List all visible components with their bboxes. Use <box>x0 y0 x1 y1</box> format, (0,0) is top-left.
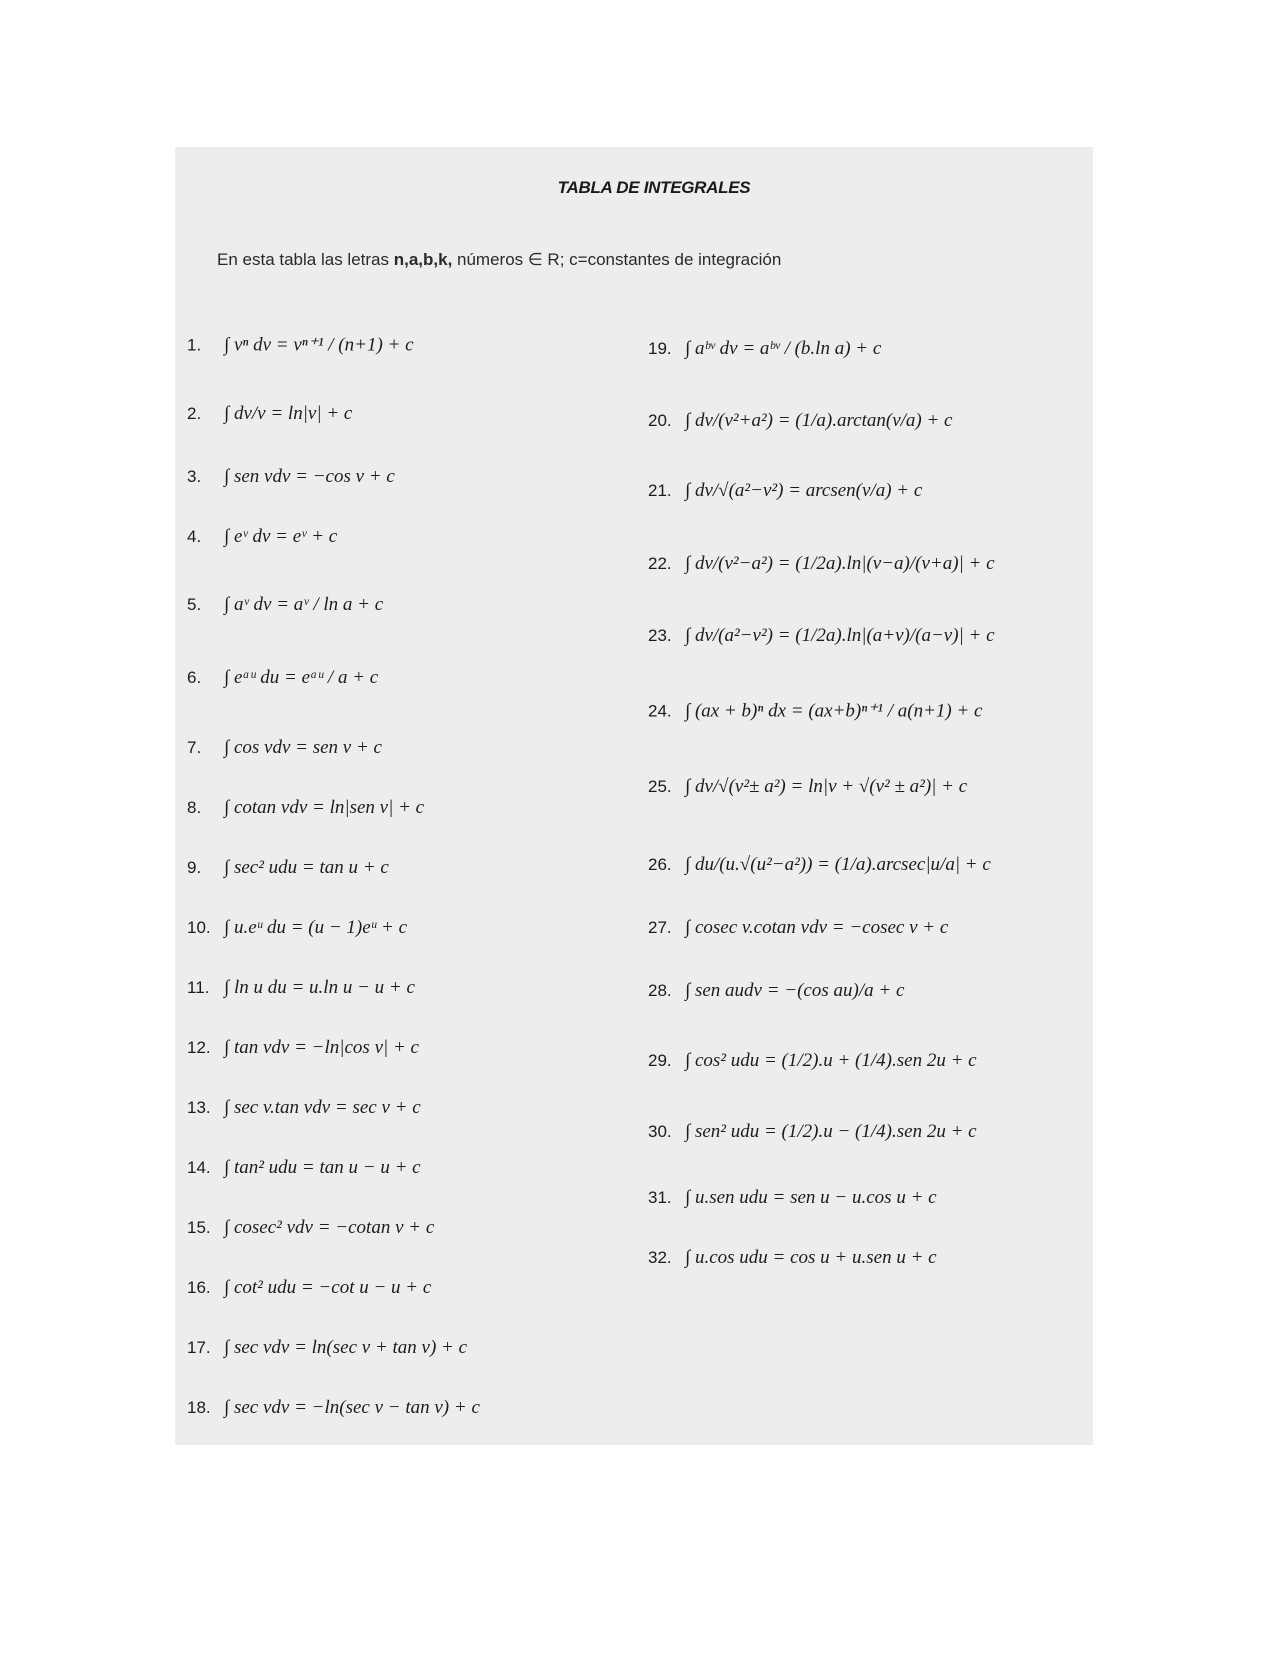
formula-number: 16. <box>187 1278 211 1297</box>
formula-number: 8. <box>187 798 202 817</box>
formula-row <box>187 737 382 759</box>
formula-row <box>187 857 389 879</box>
integral-table-page <box>175 147 1093 1445</box>
formula: ∫ (ax + b)ⁿ dx = (ax+b)ⁿ⁺¹ / a(n+1) + c <box>685 700 983 722</box>
formula-row <box>648 553 995 575</box>
formula: ∫ dv/√(a²−v²) = arcsen(v/a) + c <box>685 480 923 501</box>
subtitle-suffix: números ∈ R; c=constantes de integración <box>452 250 782 269</box>
formula-number: 2. <box>187 404 202 423</box>
formula: ∫ eᵃᵘ du = eᵃᵘ / a + c <box>224 667 379 688</box>
formula: ∫ dv/√(v²± a²) = ln|v + √(v² ± a²)| + c <box>685 776 968 797</box>
formula: ∫ u.eᵘ du = (u − 1)eᵘ + c <box>224 917 408 938</box>
formula-number: 19. <box>648 339 672 358</box>
formula-row <box>187 667 378 689</box>
formula-row <box>187 1097 421 1119</box>
formula-number: 3. <box>187 467 202 486</box>
formula-row <box>187 1157 421 1179</box>
formula-number: 6. <box>187 668 202 687</box>
formula-row <box>648 917 948 939</box>
formula: ∫ tan² udu = tan u − u + c <box>224 1157 421 1178</box>
subtitle-letters: n,a,b,k, <box>393 250 453 269</box>
formula-number: 29. <box>648 1051 672 1070</box>
formula-number: 32. <box>648 1248 672 1267</box>
formula-number: 17. <box>187 1338 211 1357</box>
formula: ∫ cosec² vdv = −cotan v + c <box>224 1217 435 1238</box>
formula-number: 31. <box>648 1188 672 1207</box>
formula-row <box>187 917 407 939</box>
formula-row <box>648 625 995 647</box>
formula-row <box>187 1337 467 1359</box>
formula: ∫ u.cos udu = cos u + u.sen u + c <box>685 1247 937 1268</box>
formula: ∫ aᵛ dv = aᵛ / ln a + c <box>224 594 384 615</box>
formula-number: 27. <box>648 918 672 937</box>
formula-number: 4. <box>187 527 202 546</box>
formula: ∫ cos vdv = sen v + c <box>224 737 382 758</box>
formula-row <box>648 1121 977 1143</box>
formula-number: 15. <box>187 1218 211 1237</box>
formula-number: 25. <box>648 777 672 796</box>
formula-row <box>648 776 967 798</box>
formula: ∫ vⁿ dv = vⁿ⁺¹ / (n+1) + c <box>224 334 414 356</box>
formula: ∫ sec v.tan vdv = sec v + c <box>224 1097 421 1118</box>
formula-number: 11. <box>187 978 210 997</box>
formula: ∫ dv/(v²+a²) = (1/a).arctan(v/a) + c <box>685 410 953 431</box>
formula-row <box>648 338 881 360</box>
formula-row <box>648 480 922 502</box>
formula-row <box>648 854 991 876</box>
formula-row <box>648 700 982 723</box>
subtitle <box>217 250 781 270</box>
formula: ∫ dv/(v²−a²) = (1/2a).ln|(v−a)/(v+a)| + c <box>685 553 995 574</box>
formula-row <box>187 1277 431 1299</box>
formula-number: 7. <box>187 738 202 757</box>
formula-row <box>187 797 424 819</box>
formula: ∫ ln u du = u.ln u − u + c <box>224 977 415 998</box>
formula-number: 24. <box>648 701 672 720</box>
page-title: TABLA DE INTEGRALES <box>557 178 751 197</box>
formula-row <box>187 977 415 999</box>
formula: ∫ sec vdv = −ln(sec v − tan v) + c <box>224 1397 480 1418</box>
formula: ∫ sen² udu = (1/2).u − (1/4).sen 2u + c <box>685 1121 977 1142</box>
formula-row <box>187 1037 419 1059</box>
formula: ∫ sen vdv = −cos v + c <box>224 466 395 487</box>
formula: ∫ sec² udu = tan u + c <box>224 857 389 878</box>
formula: ∫ tan vdv = −ln|cos v| + c <box>224 1037 419 1058</box>
formula-number: 5. <box>187 595 202 614</box>
formula: ∫ cosec v.cotan vdv = −cosec v + c <box>685 917 949 938</box>
formula: ∫ dv/v = ln|v| + c <box>224 403 353 424</box>
formula-row <box>187 526 337 548</box>
formula-row <box>187 334 414 357</box>
formula-number: 14. <box>187 1158 211 1177</box>
formula-row <box>648 1187 937 1209</box>
formula-number: 18. <box>187 1398 211 1417</box>
formula-number: 20. <box>648 411 672 430</box>
formula: ∫ sec vdv = ln(sec v + tan v) + c <box>224 1337 468 1358</box>
formula-row <box>187 594 383 616</box>
formula: ∫ eᵛ dv = eᵛ + c <box>224 526 338 547</box>
formula-number: 1. <box>187 335 202 354</box>
formula: ∫ aᵇᵛ dv = aᵇᵛ / (b.ln a) + c <box>685 338 882 359</box>
formula-number: 10. <box>187 918 211 937</box>
formula: ∫ dv/(a²−v²) = (1/2a).ln|(a+v)/(a−v)| + c <box>685 625 995 646</box>
formula-number: 22. <box>648 554 672 573</box>
formula: ∫ cotan vdv = ln|sen v| + c <box>224 797 425 818</box>
formula-number: 30. <box>648 1122 672 1141</box>
formula-row <box>648 1247 937 1269</box>
formula-row <box>648 410 953 432</box>
formula-row <box>187 466 395 488</box>
formula-number: 12. <box>187 1038 211 1057</box>
formula: ∫ u.sen udu = sen u − u.cos u + c <box>685 1187 937 1208</box>
formula-number: 28. <box>648 981 672 1000</box>
formula: ∫ sen audv = −(cos au)/a + c <box>685 980 905 1001</box>
formula-number: 9. <box>187 858 202 877</box>
formula-row <box>187 1217 434 1239</box>
formula: ∫ du/(u.√(u²−a²)) = (1/a).arcsec|u/a| + c <box>685 854 991 875</box>
formula: ∫ cos² udu = (1/2).u + (1/4).sen 2u + c <box>685 1050 977 1071</box>
formula-number: 23. <box>648 626 672 645</box>
formula-row <box>648 1050 977 1072</box>
formula-number: 13. <box>187 1098 211 1117</box>
formula-row <box>187 403 352 425</box>
formula-number: 21. <box>648 481 672 500</box>
formula-row <box>648 980 904 1002</box>
formula-number: 26. <box>648 855 672 874</box>
formula-row <box>187 1397 480 1419</box>
subtitle-prefix: En esta tabla las letras <box>217 250 394 269</box>
formula: ∫ cot² udu = −cot u − u + c <box>224 1277 432 1298</box>
